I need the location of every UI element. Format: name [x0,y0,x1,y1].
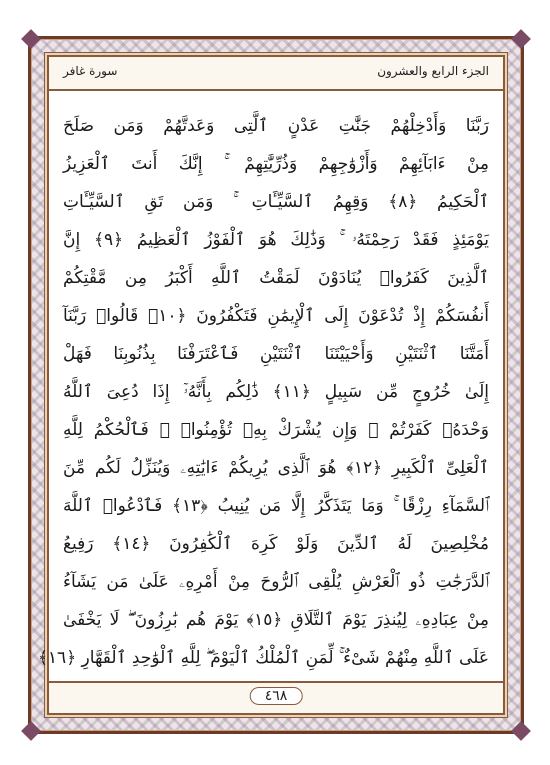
verse-line: مُخْلِصِينَ لَهُ ٱلدِّينَ وَلَوْ كَرِهَ ٱلْكَٰفِرُونَ ﴿١٤﴾ رَفِيعُ [63,534,489,554]
corner-ornament-icon [511,721,531,741]
verse-line: وَحْدَهُۥ كَفَرْتُمْ ۖ وَإِن يُشْرَكْ بِهِۦ تُؤْمِنُوا۟ ۚ فَٱلْحُكْمُ لِلَّهِ [63,420,489,440]
verse-line: أَمَتَّنَا ٱثْنَتَيْنِ وَأَحْيَيْتَنَا ٱثْنَتَيْنِ فَٱعْتَرَفْنَا بِذُنُوبِنَا فَهَلْ [63,344,489,364]
page-number: ٤٦٨ [250,687,303,705]
surah-title: سورة غافر [63,64,118,78]
verse-line: أَنفُسَكُمْ إِذْ تُدْعَوْنَ إِلَى ٱلْإِيمَٰنِ فَتَكْفُرُونَ ﴿١٠﴾ قَالُوا۟ رَبَّنَآ [63,306,489,326]
verse-line: ٱلدَّرَجَٰتِ ذُو ٱلْعَرْشِ يُلْقِى ٱلرُّوحَ مِنْ أَمْرِهِۦ عَلَىٰ مَن يَشَآءُ [63,572,489,592]
verse-line: ٱلْعَلِىِّ ٱلْكَبِيرِ ﴿١٢﴾ هُوَ ٱلَّذِى يُرِيكُمْ ءَايَٰتِهِۦ وَيُنَزِّلُ لَكُم مِّنَ [63,458,490,478]
juz-title: الجزء الرابع والعشرون [377,64,489,78]
verse-line: ٱلَّذِينَ كَفَرُوا۟ يُنَادَوْنَ لَمَقْتُ ٱللَّهِ أَكْبَرُ مِن مَّقْتِكُمْ [63,268,489,288]
verse-line: رَبَّنَا وَأَدْخِلْهُمْ جَنَّٰتِ عَدْنٍ ٱلَّتِى وَعَدتَّهُمْ وَمَن صَلَحَ [63,116,489,136]
verse-text-block [37,107,493,677]
page-content [37,55,505,715]
verse-line: عَلَى ٱللَّهِ مِنْهُمْ شَىْءٌ ۚ لِّمَنِ ٱلْمُلْكُ ٱلْيَوْمَ ۖ لِلَّهِ ٱلْوَٰحِدِ ٱلْقَهَّارِ ﴿١٦﴾ [37,648,489,668]
verse-line: يَوْمَئِذٍ فَقَدْ رَحِمْتَهُۥ ۚ وَذَٰلِكَ هُوَ ٱلْفَوْزُ ٱلْعَظِيمُ ﴿٩﴾ إِنَّ [63,230,489,250]
verse-line: ٱلسَّمَآءِ رِزْقًا ۚ وَمَا يَتَذَكَّرُ إِلَّا مَن يُنِيبُ ﴿١٣﴾ فَٱدْعُوا۟ ٱللَّهَ [63,496,489,516]
page-footer [49,681,503,713]
verse-line: إِلَىٰ خُرُوجٍ مِّن سَبِيلٍ ﴿١١﴾ ذَٰلِكُم بِأَنَّهُۥٓ إِذَا دُعِىَ ٱللَّهُ [63,382,489,402]
corner-ornament-icon [21,29,41,49]
verse-line: مِنْ عِبَادِهِۦ لِيُنذِرَ يَوْمَ ٱلتَّلَاقِ ﴿١٥﴾ يَوْمَ هُم بَٰرِزُونَ ۖ لَا يَخْفَىٰ [63,610,489,630]
verse-line: مِنْ ءَابَآئِهِمْ وَأَزْوَٰجِهِمْ وَذُرِّيَّٰتِهِمْ ۚ إِنَّكَ أَنتَ ٱلْعَزِيزُ [63,154,489,174]
verse-line: ٱلْحَكِيمُ ﴿٨﴾ وَقِهِمُ ٱلسَّيِّـَٔاتِ ۚ وَمَن تَقِ ٱلسَّيِّـَٔاتِ [63,192,489,212]
corner-ornament-icon [511,29,531,49]
ornamental-border [28,36,524,734]
page-header [49,57,503,91]
corner-ornament-icon [21,721,41,741]
